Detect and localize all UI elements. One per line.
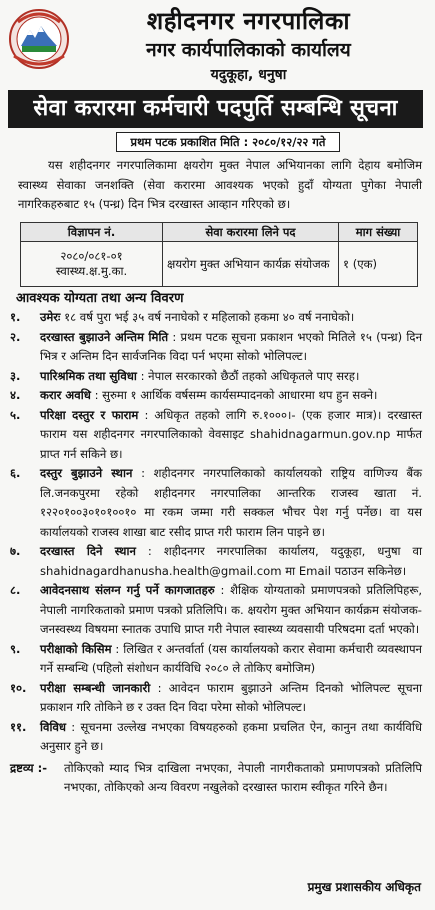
item-number: ८. <box>10 583 21 597</box>
item-text: : सुरुमा १ आर्थिक वर्षसम्म कार्यसम्पादनको आधारमा थप हुन सक्ने। <box>94 388 378 402</box>
note-text: तोकिएको म्याद भित्र दाखिला नभएका, नेपाली नागरीकताको प्रमाणपत्रको प्रतिलिपि नभएका, तोकिएको अन्य विवरण नखुलेको दरखास्त फाराम स्वीकृत गरिने छैन। <box>64 760 422 794</box>
item-text: : अधिकृत तहको लागि रु.१०००।- (एक हजार मात्र)। दरखास्त फाराम यस शहीदनगर नगरपालिकाको वेवसाइट shahidnagarmun.gov.np मार्फत प्राप्त गर्न सकिने छ। <box>40 407 423 461</box>
item-heading: दरखास्त दिने स्थान <box>40 544 136 558</box>
item-heading: पारिश्रमिक तथा सुविधा <box>40 368 137 383</box>
item-number: ३. <box>10 368 21 383</box>
item-heading: परिक्षा दस्तुर र फाराम <box>40 407 139 422</box>
item-number: ९. <box>10 641 21 656</box>
item-text: १८ वर्ष पुरा भई ३५ वर्ष ननाघेको र महिलाको हकमा ४० वर्ष ननाघेको। <box>64 310 355 324</box>
item-number: ७. <box>10 544 21 558</box>
item-heading: उमेरः <box>40 310 61 324</box>
item-text: : आवेदन फाराम बुझाउने अन्तिम दिनको भोलिपल्ट सूचना प्रकाशन गरि तोकिने छ र उक्त दिन विदा परेमा सोको भोलिपल्ट। <box>40 680 423 714</box>
item-number: १. <box>10 310 21 324</box>
post-name-cell: क्षयरोग मुक्त अभियान कार्यक्र संयोजक <box>163 242 339 287</box>
note-heading: द्रष्टव्य :- <box>10 760 48 775</box>
table-header: माग संख्या <box>339 223 418 242</box>
intro-paragraph: यस शहीदनगर नगरपालिकामा क्षयरोग मुक्त नेपाल अभियानका लागि देहाय बमोजिम स्वास्थ्य सेवाका जनशक्ति (सेवा करारमा आवश्यक भएको हुदाँ योग्यता पुगेका नेपाली नागरिकहरुबाट १५ (पन्ध्र) दिन भित्र दरखास्त आव्हान गरिएको छ। <box>18 158 422 211</box>
list-item <box>10 386 422 406</box>
advertisement-number-cell <box>21 242 163 287</box>
item-text: : लिखित र अन्तर्वार्ता (यस कार्यालयको करार सेवामा कर्मचारी व्यवस्थापन गर्ने सम्बन्धि (पहिलो संशोधन कार्यविधि २०८० ले तोकिए बमोजिम) <box>40 641 422 675</box>
item-heading: करार अवधि <box>40 388 91 402</box>
vacancy-table <box>20 222 418 287</box>
table-header-row <box>21 223 418 242</box>
item-number: ६. <box>10 466 21 480</box>
table-header: विज्ञापन नं. <box>21 223 163 242</box>
list-item <box>10 464 422 542</box>
item-text: : शैक्षिक योग्यताको प्रमाणपत्रको प्रतिलिपिहरू, नेपाली नागरिकताको प्रमाण पत्रको प्रतिलिपि। क. क्षयरोग मुक्त अभियान कार्यक्रम संयोजक- जनस्वस्थ्य विषयमा स्नातक उपाधि प्राप्त गरी नेपाल स्वास्थ्य व्यवसायी परिषदमा दर्ता भएको। <box>40 583 423 636</box>
item-text: : प्रथम पटक सूचना प्रकाशन भएको मितिले १५ (पन्ध्र) दिन भित्र र अन्तिम दिन सार्वजनिक विदा पर्न भएमा सोको भोलिपल्ट। <box>40 329 423 363</box>
item-number: २. <box>10 329 21 344</box>
list-item <box>10 542 422 581</box>
list-item <box>10 367 422 387</box>
item-heading: परीक्षाको किसिम <box>40 641 112 656</box>
item-heading: आवेदनसाथ संलग्न गर्नु पर्ने कागजातहरु <box>40 583 215 597</box>
item-number: ११. <box>10 719 27 734</box>
list-item <box>10 718 422 757</box>
notice-title-banner: सेवा करारमा कर्मचारी पदपुर्ति सम्बन्धि सूचना <box>8 90 423 128</box>
section-title: आवश्यक योग्यता तथा अन्य विवरण <box>16 291 184 306</box>
list-item <box>10 640 422 679</box>
nepal-emblem-icon <box>8 8 70 70</box>
list-item <box>10 308 422 328</box>
list-item <box>10 328 422 367</box>
item-number: ५. <box>10 407 21 422</box>
signature-title: प्रमुख प्रशासकीय अधिकृत <box>307 880 421 894</box>
advertisement-number: २०८०/०८१-०१ <box>60 249 123 263</box>
table-row <box>21 242 418 287</box>
publish-date: प्रथम पटक प्रकाशित मिति : २०८०/१२/२२ गते <box>116 132 340 152</box>
note-paragraph <box>10 759 422 798</box>
requirements-list <box>10 308 422 798</box>
municipality-name: शहीदनगर नगरपालिका <box>146 7 351 35</box>
item-heading: परीक्षा सम्बन्धी जानकारी <box>40 680 151 695</box>
item-text: : नेपाल सरकारको छैठौं तहको अधिकृतले पाए सरह। <box>140 368 360 383</box>
list-item <box>10 581 422 640</box>
item-heading: दस्तुर बुझाउने स्थान <box>40 466 133 480</box>
item-text: : शहीदनगर नगरपालिका कार्यालय, यदुकूहा, धनुषा वा shahidnagardhanusha.health@gmail.com मा Email पठाउन सकिनेछ। <box>40 544 423 578</box>
item-text: : सूचनमा उल्लेख नभएका विषयहरुको हकमा प्रचलित ऐन, कानुन तथा कार्यविधि अनुसार हुने छ। <box>40 719 423 753</box>
list-item <box>10 679 422 718</box>
advertisement-code: स्वास्थ्य.क्ष.मु.का. <box>55 264 128 278</box>
item-heading: दरखास्त बुझाउने अन्तिम मिति <box>40 329 169 344</box>
item-number: १०. <box>10 680 27 695</box>
item-number: ४. <box>10 388 21 402</box>
item-text: : शहीदनगर नगरपालिकाको कार्यालयको राष्ट्रिय वाणिज्य बैंक लि.जनकपुरमा रहेको शहीदनगर नगरपालिका आन्तरिक राजस्व खाता नं. १२२०१००३०१०१००१० मा रकम जम्मा गरी सक्कल भौचर पेश गर्नु पर्नेछ। वा यस कार्यालयको राजस्व शाखा बाट रसीद प्राप्त गरी फाराम लिन पाइने छ। <box>40 466 422 539</box>
item-heading: विविध <box>40 719 67 734</box>
demand-count-cell: १ (एक) <box>339 242 418 287</box>
office-address: यदुकूहा, धनुषा <box>210 67 287 83</box>
list-item <box>10 406 422 465</box>
table-header: सेवा करारमा लिने पद <box>163 223 339 242</box>
office-name: नगर कार्यपालिकाको कार्यालय <box>146 39 351 61</box>
